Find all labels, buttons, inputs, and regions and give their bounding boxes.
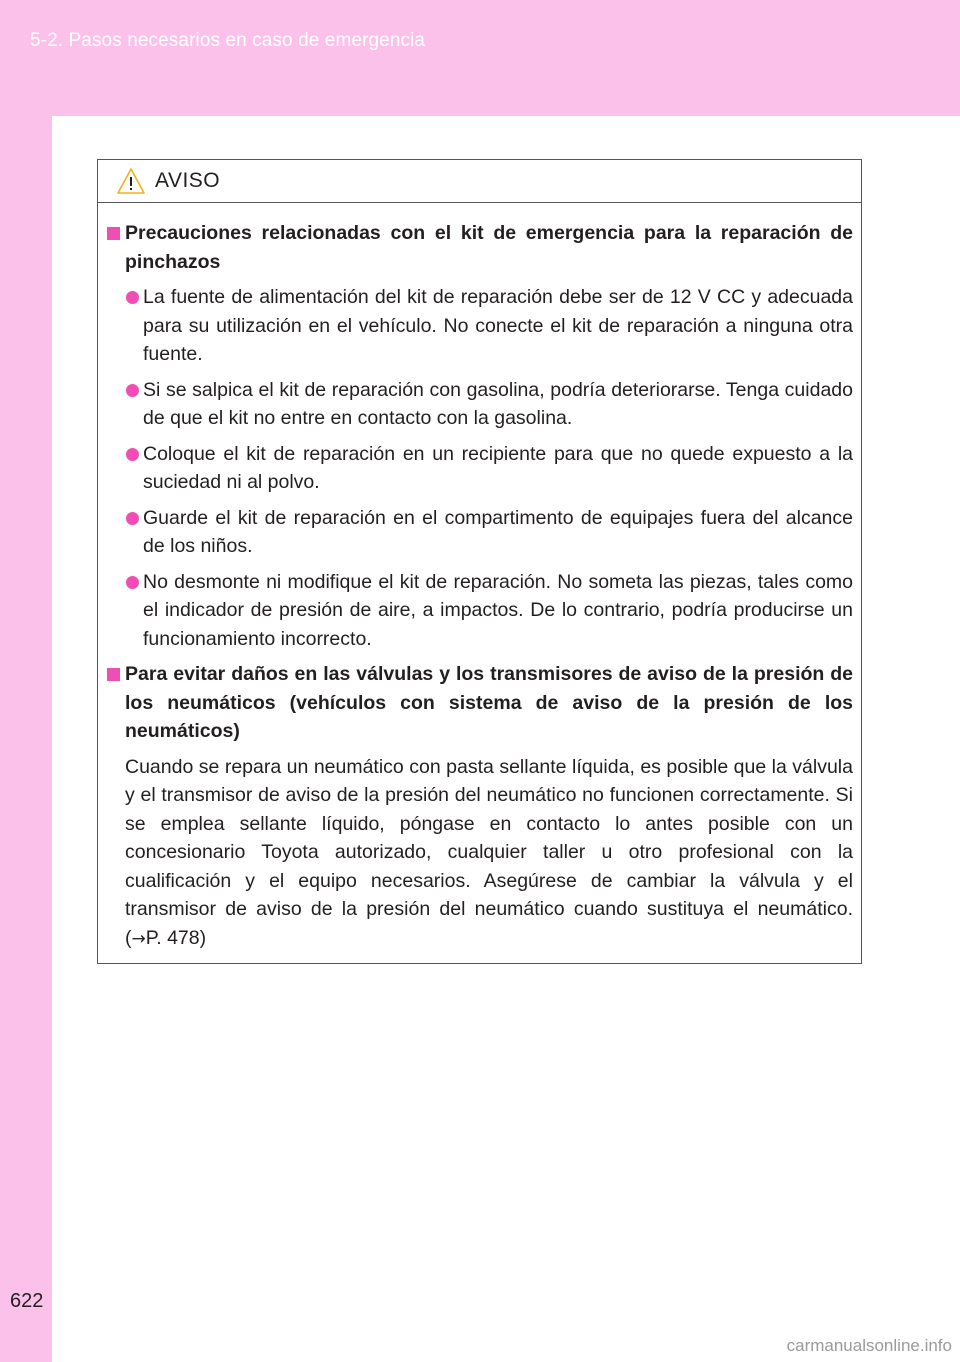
side-band (0, 116, 52, 1362)
circle-bullet-icon (126, 384, 139, 397)
list-item-text: La fuente de alimentación del kit de reparación debe ser de 12 V CC y adecuada para su utilización en el vehículo. No conecte el kit de reparación a ninguna otra fuente. (143, 286, 853, 365)
circle-bullet-icon (126, 291, 139, 304)
list-item (124, 440, 853, 497)
page-reference[interactable]: P. 478) (145, 926, 207, 949)
page-number: 622 (10, 1290, 44, 1312)
header-band (0, 0, 960, 116)
list-item (124, 504, 853, 561)
circle-bullet-icon (126, 512, 139, 525)
heading-text: Precauciones relacionadas con el kit de emergencia para la reparación de pinchazos (125, 222, 853, 273)
list-item (124, 376, 853, 433)
section-heading-tpms (106, 660, 853, 746)
watermark: carmanualsonline.info (786, 1336, 952, 1355)
tpms-paragraph (124, 753, 853, 954)
paragraph-text: Cuando se repara un neumático con pasta sellante líquida, es posible que la válvula y el transmisor de aviso de la presión del neumático no funcionen correctamente. Si se emplea sellante líquido, póngase en contacto lo antes posible con un concesionario Toyota autorizado, cualquier taller u otro profesional con la cualificación y el equipo necesarios. Asegúrese de cambiar la válvula y el transmisor de aviso de la presión del neumático cuando sustituya el neumático. ( (125, 755, 853, 949)
heading-text: Para evitar daños en las válvulas y los transmisores de aviso de la presión de los neumáticos (vehículos con sistema de aviso de la presión de los neumáticos) (125, 663, 853, 742)
list-item-text: Si se salpica el kit de reparación con gasolina, podría deteriorarse. Tenga cuidado de que el kit no entre en contacto con la gasolina. (143, 378, 853, 429)
warning-body (98, 203, 861, 953)
section-title: 5-2. Pasos necesarios en caso de emergencia (30, 30, 426, 51)
warning-title: AVISO (155, 169, 221, 192)
warning-box (97, 159, 862, 964)
list-item-text: Guarde el kit de reparación en el compartimento de equipajes fuera del alcance de los niños. (143, 506, 853, 557)
warning-triangle-icon (116, 167, 146, 195)
circle-bullet-icon (126, 576, 139, 589)
warning-header (98, 160, 861, 203)
list-item (124, 283, 853, 369)
section-heading-emergency-kit (106, 219, 853, 276)
list-item-text: Coloque el kit de reparación en un recipiente para que no quede expuesto a la suciedad ni al polvo. (143, 442, 853, 493)
square-bullet-icon (107, 668, 120, 681)
list-item (124, 568, 853, 654)
arrow-right-icon: → (131, 928, 146, 949)
list-item-text: No desmonte ni modifique el kit de reparación. No someta las piezas, tales como el indicador de presión de aire, a impactos. De lo contrario, podría producirse un funcionamiento incorrecto. (143, 570, 853, 650)
square-bullet-icon (107, 227, 120, 240)
circle-bullet-icon (126, 448, 139, 461)
